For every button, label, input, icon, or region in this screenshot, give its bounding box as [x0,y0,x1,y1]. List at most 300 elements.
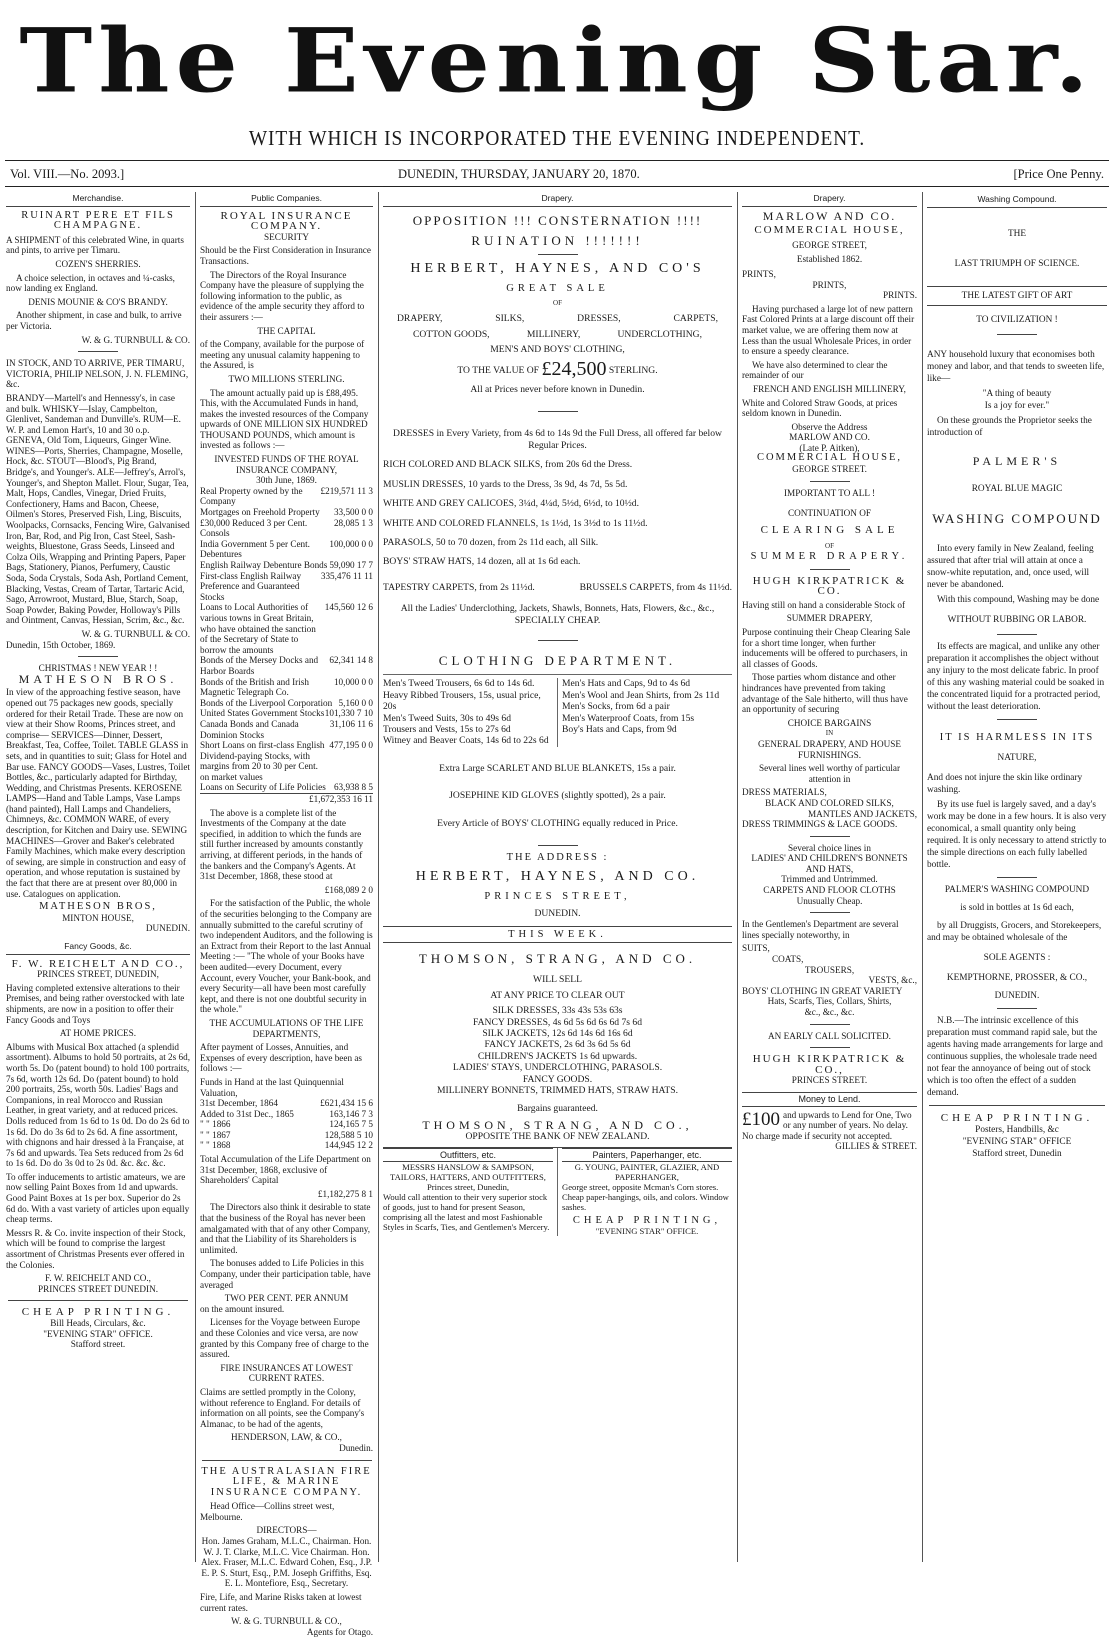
price-line: All the Ladies' Underclothing, Jackets, Shawls, Bonnets, Hats, Flowers, &c., &c., SPECIALLY CHEAP. [400,603,715,626]
ad-subtitle: WILL SELL [533,974,582,986]
sale-line: LADIES' STAYS, UNDERCLOTHING, PARASOLS. [452,1062,663,1074]
firm-name: HUGH KIRKPATRICK & CO. [752,574,907,598]
of-label: OF [553,299,562,308]
table-row [200,708,373,719]
ad-title: ROYAL INSURANCE COMPANY. [220,209,353,233]
list-item: Men's Waterproof Coats, from 15s [562,712,695,724]
ad-subtitle: TAILORS, HATTERS, AND OUTFITTERS, [390,1171,546,1182]
price-line: BRUSSELS CARPETS, from 4s 11½d. [579,581,732,593]
firm-name: THOMSON, STRANG, AND CO. [418,951,697,967]
firm-name: HUGH KIRKPATRICK & CO., [752,1053,907,1076]
ad-subtitle: INVESTED FUNDS OF THE ROYAL INSURANCE COMPANY, [214,454,359,475]
ad-body: Another shipment, in case and bulk, to arrive per Victoria. [6,310,182,331]
section-heading: Painters, Paperhanger, etc. [562,1148,732,1162]
ad-body: BRANDY—Martell's and Hennessy's, in case and bulk. WHISKY—Islay, Campbelton, Glenlivet, Sandeman and Dunville's. RUM—E. W. P. and Lemon Hart's, 10 and 30 o.p. GENEVA, Old Tom, Liqueurs, Ginger Wine. WINES—Ports, Sherries, Champagne, Moselle, Hock, &c. STOUT—Blood's, Pig Brand, Bridge's, and Younger's. ALE—Jeffrey's, Arrol's, Younger's, and Shepton Mallet. Flour, Sugar, Tea, Malt, Hops, Candles, Vinegar, Dried Fruits, Confectionery, Hams and Bacon, Cheese, Oilmen's Stores, Preserved Fish, Ling, Biscuits, Woolpacks, Cornsacks, Fencing Wire, Galvanised Iron, Bar, Rod, and Pig Iron, Cast Steel, Sash-weights, Bluestone, Grass Seeds, Linseed and Colza Oils, Wrapping and Printing Papers, Paper Bags, Stationery, Pianos, Perfumery, Caustic Soda, Soda Crystals, Soda Ash, Portland Cement, Blacking, Vestas, Cream of Tartar, Tartaric Acid, Sago, Arrowroot, Mustard, Blue, Starch, Soap, Soap Powder, Baking Powder, Holloway's Pills and Ointment, Canvas, Hessian, Scrim, &c., &c. [6,392,190,626]
ad-signature: GILLIES & STREET. [835,1141,917,1152]
table-cell: Mortgages on Freehold Property [200,507,320,518]
ad-title: CHEAP PRINTING. [940,1112,1094,1124]
table-cell: India Government 5 per Cent. Debentures [200,538,310,560]
table-cell: Canada Bonds and Canada Dominion Stocks [200,718,299,740]
list-item: Men's Wool and Jean Shirts, from 2s 11d [562,689,720,701]
carpets-line [383,582,732,593]
table-row [200,571,373,603]
ad-address: GEORGE STREET. [792,464,867,475]
outfitters-box [383,1148,558,1236]
valuation-label: Funds in Hand at the last Quinquennial Valuation, [200,1076,344,1098]
ad-city: Dunedin. [339,1442,373,1453]
ad-title: COMMERCIAL HOUSE, [754,224,905,237]
ad-city: DUNEDIN. [145,923,190,934]
ad-title: G. YOUNG, PAINTER, GLAZIER, AND PAPERHANGER, [574,1161,720,1182]
ad-office: "EVENING STAR" OFFICE. [595,1225,699,1236]
table-row [200,719,373,740]
ad-body: By its use fuel is largely saved, and a day's work may be done in a few hours. It is also very economical, a small quantity only being required. It is only necessary to attend strictly to the simple directions on each fully labelled bottle. [927,800,1107,870]
ad-subtitle: SOLE AGENTS : [983,953,1051,963]
ad-title: LAST TRIUMPH OF SCIENCE. [954,259,1080,269]
table-cell: English Railway Debenture Bonds [200,560,328,570]
table-row [200,655,373,676]
sale-line: FANCY DRESSES, 4s 6d 5s 6d 6s 6d 7s 6d [473,1016,642,1028]
ad-city: DUNEDIN. [994,991,1040,1001]
ad-item: SUITS, [742,943,770,954]
ad-title: IMPORTANT TO ALL ! [783,487,875,498]
rule [538,254,578,255]
column-divider [737,192,738,1562]
goods-line [383,325,732,344]
ad-subtitle: AT ANY PRICE TO CLEAR OUT [490,989,625,1001]
ad-title: OPPOSITION !!! CONSTERNATION !!!! [412,213,703,229]
ad-office: "EVENING STAR" OFFICE [962,1137,1072,1147]
ad-body: Should be the First Consideration in Insurance Transactions. [200,245,371,266]
ad-title: CLEARING SALE [760,523,899,536]
price-line: Every Article of BOYS' CLOTHING equally reduced in Price. [437,817,678,829]
ad-body: White and Colored Straw Goods, at prices seldom known in Dunedin. [742,397,898,419]
list-item: Trousers and Vests, 15s to 27s 6d [383,723,511,735]
table-amount: £219,571 11 3 [320,485,373,496]
table-row [200,1130,373,1141]
table-total: £1,672,353 16 11 [200,793,373,805]
rule [810,912,850,913]
product-name: PALMER'S [972,454,1062,468]
ad-title: IN STOCK, AND TO ARRIVE, PER TIMARU, VICTORIA, PHILIP NELSON, J. N. FLEMING, &c. [6,358,189,390]
dateline-rule [5,186,1109,187]
ad-subtitle: PRINTS, [812,279,847,290]
goods-line: MEN'S AND BOYS' CLOTHING, [490,344,625,356]
volume-number: Vol. VIII.—No. 2093.] [10,167,125,181]
ad-body: Purpose continuing their Cheap Clearing Sale for a short time longer, when further inducements will be offered to purchasers, in all classes of Goods. [742,627,911,669]
table-cell: 31st December, 1864 [200,1098,278,1109]
table-cell: Bonds of the Mersey Docks and Harbor Boards [200,655,319,676]
ad-title: CLOTHING DEPARTMENT. [438,652,677,668]
ad-item: MANTLES AND JACKETS, [808,808,917,819]
table-cell: Loans to Local Authorities of various towns in Great Britain, who have obtained the sanction of the Secretary of State to borrow the amounts [200,602,316,655]
price-line: RICH COLORED AND BLACK SILKS, from 20s 6d the Dress. [383,459,633,471]
price-line: WHITE AND GREY CALICOES, 3¼d, 4¼d, 5½d, 6½d, to 10½d. [383,498,639,510]
this-week: THIS WEEK. [383,926,732,943]
ad-subtitle: GENERAL DRAPERY, AND HOUSE FURNISHINGS. [758,738,901,760]
goods-item: MILLINERY, [526,328,581,340]
price-line: Extra Large SCARLET AND BLUE BLANKETS, 15s a pair. [439,762,676,774]
ad-title: THE LATEST GIFT OF ART [927,286,1107,306]
table-cell: Added to 31st Dec., 1865 [200,1108,294,1119]
ad-body: Hats, Scarfs, Ties, Collars, Shirts, [767,996,892,1007]
ad-body: Those parties whom distance and other hindrances have prevented from taking advantage of the Sale hitherto, will thus have an opportunity of securing [742,672,908,715]
table-cell: Loans on Security of Life Policies [200,782,326,793]
ad-title: TO CIVILIZATION ! [976,315,1058,325]
ad-body: Having purchased a large lot of new pattern Fast Colored Prints at a large discount off their market value, we are offering them now at Less than the usual Wholesale Prices, in order to ensure a speedy clearance. [742,303,915,357]
ad-body: Messrs R. & Co. invite inspection of their Stock, which will be found to comprise the largest assortment of Christmas Presents ever offered in the Colonies. [6,1227,186,1270]
goods-item: DRAPERY, [397,313,443,325]
money-amount: £100 [742,1108,780,1130]
table-cell: " " 1866 [200,1119,231,1130]
ad-body: To offer inducements to artistic amateurs, we are now selling Paint Boxes from 1d and upwards. Good Paint Boxes at 1s per box. Superior do 2s 6d do. With a vast variety of articles upon equally cheap terms. [6,1171,190,1225]
ad-subtitle: NATURE, [997,753,1037,763]
ad-item: CARPETS AND FLOOR CLOTHS [763,885,896,896]
ad-body: Fire, Life, and Marine Risks taken at lowest current rates. [200,1592,362,1613]
column-divider [195,192,196,1562]
ad-signature: KEMPTHORNE, PROSSER, & CO., [946,973,1088,983]
dateline [8,167,1108,185]
rule [538,411,578,412]
ad-subtitle: TWO PER CENT. PER ANNUM [224,1293,349,1304]
ad-body: Several lines well worthy of particular attention in [758,763,901,784]
section-heading: Washing Compound. [927,192,1107,208]
ad-signature: HENDERSON, LAW, & CO., [231,1432,342,1443]
ad-subtitle: FRENCH AND ENGLISH MILLINERY, [753,383,906,394]
table-amount: 163,146 7 3 [329,1108,373,1119]
ad-body: The amount actually paid up is £88,495. This, with the Accumulated Funds in hand, makes the invested resources of the Company upwards of ONE MILLION SIX HUNDRED THOUSAND POUNDS, which amount is invested as follows :— [200,387,369,451]
table-row [200,1098,373,1109]
ad-signature: W. & G. TURNBULL & CO. [81,334,190,345]
ad-address: Stafford street, Dunedin [972,1149,1062,1159]
ad-body: George street, opposite Mcman's Corn stores. Cheap paper-hangings, oils, and colors. Window sashes. [562,1181,729,1212]
ad-body: The above is a complete list of the Investments of the Company at the date specified, in addition to which the funds are still further increased by amounts constantly arriving, at different periods, in the hands of the bankers and the Company's Agents. At 31st December, 1868, these stood at [200,807,364,882]
rule [810,1024,850,1025]
ad-title: THE AUSTRALASIAN FIRE LIFE, & MARINE INSURANCE COMPANY. [201,1465,372,1498]
value-label: STERLING. [608,364,658,376]
ad-item: TROUSERS, [804,964,855,975]
ad-body: Bill Heads, Circulars, &c. [50,1318,146,1328]
column-public-companies [200,192,373,1637]
section-heading: Fancy Goods, &c. [6,940,190,955]
bottom-ads [383,1147,732,1236]
ad-address: Stafford street. [70,1339,126,1350]
ad-body: Several choice lines in [788,842,871,853]
ad-date: Dunedin, 15th October, 1869. [6,639,116,650]
value-label: TO THE VALUE OF [457,364,540,376]
ad-body: Head Office—Collins street west, Melbourne. [200,1501,335,1522]
column-divider [922,192,923,1562]
bargains: Bargains guaranteed. [517,1102,598,1114]
painters-box [558,1148,732,1236]
ad-item: BOYS' CLOTHING IN GREAT VARIETY [742,985,903,996]
ad-body: &c., &c., &c. [804,1007,855,1017]
section-heading: Public Companies. [200,192,373,207]
price: [Price One Penny. [1013,167,1104,181]
sale-line: SILK JACKETS, 12s 6d 14s 6d 16s 6d [482,1028,633,1040]
ad-body: Would call attention to their very superior stock of goods, just to hand for present Season, comprising all the latest and most Fashionable Styles in Scarfs, Ties, and Gentlemen's Mercery. [383,1191,550,1232]
ad-item: DRESS TRIMMINGS & LACE GOODS. [742,819,898,830]
ad-address: Agents for Otago. [306,1626,373,1637]
ad-body: by all Druggists, Grocers, and Storekeepers, and may be obtained wholesale of the [927,921,1102,943]
section-heading: Drapery. [383,192,732,207]
ad-address: MINTON HOUSE, [62,912,134,923]
ad-body: Claims are settled promptly in the Colony, without reference to England. For details of information on all points, see the Company's Almanac, to be had of the agents, [200,1386,365,1429]
ad-subtitle: TWO MILLIONS STERLING. [228,373,345,384]
ad-title: CHEAP PRINTING, [572,1214,722,1226]
ad-body: Its effects are magical, and unlike any other preparation it accomplishes the object without any injury to the most delicate fabric. In proof of this any washing material could be soaked in the concentrated liquid for a protracted period, without the least deterioration. [927,642,1105,712]
rule [997,334,1037,335]
rule [78,656,118,657]
funds-table [200,486,373,805]
newspaper-subtitle: WITH WHICH IS INCORPORATED THE EVENING INDEPENDENT. [248,126,866,150]
ad-body: and upwards to Lend for One, Two or any number of years. No delay. No charge made if security not accepted. [742,1109,912,1141]
list-item: Men's Tweed Suits, 30s to 49s 6d [383,712,512,724]
ad-body: The Directors also think it desirable to state that the business of the Royal has never been amalgamated with that of any other Company, and that the Liability of its Shareholders is unlimited. [200,1202,371,1255]
ad-office: "EVENING STAR" OFFICE. [43,1328,153,1339]
price-line: TAPESTRY CARPETS, from 2s 11½d. [383,581,535,593]
value-amount: £24,500 [541,357,607,380]
rule [78,351,118,352]
ad-body: (Late P. Aitken), [799,442,860,453]
ad-title: COMMERCIAL HOUSE, [756,452,903,464]
ad-title: MESSRS HANSLOW & SAMPSON, [402,1161,534,1172]
price-line: MUSLIN DRESSES, 10 yards to the Dress, 3s 9d, 4s 7d, 5s 5d. [383,478,628,490]
ad-body: of the Company, available for the purpose of meeting any unusual calamity happening to the Assured, is [200,339,365,371]
table-cell: Real Property owned by the Company [200,485,303,507]
in-label: IN [825,729,834,738]
masthead [0,0,1114,170]
table-row [200,698,373,709]
ad-item: LADIES' AND CHILDREN'S BONNETS AND HATS, [751,853,908,874]
ad-subtitle: WITHOUT RUBBING OR LABOR. [947,615,1087,625]
column-drapery [383,192,732,1562]
ad-body: With this compound, Washing may be done [937,595,1100,605]
table-amount: 477,195 0 0 [329,740,373,751]
price-line: WHITE AND COLORED FLANNELS, 1s 1½d, 1s 3½d to 1s 11½d. [383,517,648,529]
table-row [200,486,373,507]
ad-address: Princes street, Dunedin, [426,1181,510,1192]
ad-signature: W. & G. TURNBULL & CO. [81,628,190,639]
rule [810,1047,850,1048]
ad-body: ANY household luxury that economises both money and labor, and that tends to sweeten life, like— [927,350,1105,384]
table-amount: 335,476 11 11 [320,570,373,581]
list-item: Heavy Ribbed Trousers, 15s, usual price, 20s [383,689,541,713]
address-street: PRINCES STREET, [484,890,631,902]
column-divider [378,192,379,1562]
ad-subtitle: SUMMER DRAPERY, [786,613,873,624]
sale-line: FANCY GOODS. [522,1073,593,1085]
table-row [200,539,373,560]
ad-signature: F. W. REICHELT AND CO., [45,1273,151,1284]
goods-item: CARPETS, [673,313,718,325]
list-item: Men's Hats and Caps, 9d to 4s 6d [562,678,691,690]
ad-body: A SHIPMENT of this celebrated Wine, in quarts and pints, to arrive per Timaru. [6,234,184,256]
rule [8,1300,188,1301]
list-item: Men's Tweed Trousers, 6s 6d to 14s 6d. [383,678,535,690]
list-item: Boy's Hats and Caps, from 9d [562,723,677,735]
ad-body: Having completed extensive alterations to their Premises, and being rather overstocked with late shipments, are now in a position to offer their Fancy Goods and Toys [6,982,185,1025]
ad-body: Albums with Musical Box attached (a splendid assortment). Albums to hold 50 portraits, at 2s 6d, worth 5s. Do (patent bound) to hold 100 portraits, 7s 6d, worth 12s 6d. Do (patent bound) to hold 200 portraits, 25s, worth 50s. Ladies' Bags and Companions, in real Morocco and Russian Leather, in great variety, and at reduced prices. Dolls reduced from 1s 6d to 1s 0d. Do do 2s 6d to 1s 6d. Do do 3s 6d to 2s 6d. A fine assortment, with chignons and hair dressed à la Française, at 7s 6d and upwards. Tea Sets reduced from 2s 6d to 1s 6d. Do do 3s 0d to 2s 0d. &c. &c. &c. [6,1041,190,1169]
ad-subtitle: CONTINUATION OF [788,508,871,519]
ad-item: VESTS, &c., [868,975,917,986]
table-row [200,1140,373,1151]
ad-item: COATS, [772,954,804,965]
ad-signature: W. & G. TURNBULL & CO., [231,1616,342,1627]
table-cell: £30,000 Reduced 3 per Cent. Consols [200,517,308,539]
ad-body: For the satisfaction of the Public, the whole of the securities belonging to the Company are annually submitted to the careful scrutiny of two independent Auditors, and the following is an Extract from their Report to the last Annual Meeting :— "The whole of your Books have been audited—every Document, every Account, every Voucher, your Bank-book, and every Security—all have been most carefully kept, and there is not one doubtful security in the whole." [200,898,373,1015]
ad-body: N.B.—The intrinsic excellence of this preparation must command rapid sale, but the agents having made arrangements for large and continuous supplies, the wholesale trade need not fear the annoyance of being out of stock which is too often the effect of a sudden demand. [927,1016,1103,1098]
ad-title: COZEN'S SHERRIES. [55,258,141,269]
table-cell: Short Loans on first-class English Dividend-paying Stocks, with margins from 20 to 30 per Cent. on market values [200,740,325,782]
ad-body: All at Prices never before known in Dunedin. [470,384,645,396]
ad-title: MATHESON BROS. [18,671,178,686]
ad-address: PRINCES STREET, DUNEDIN, [37,969,159,980]
rule [538,640,578,641]
sale-line: CHILDREN'S JACKETS 1s 6d upwards. [477,1050,638,1062]
section-heading: Drapery. [742,192,917,207]
table-amount: 101,330 7 10 [324,708,373,719]
ad-body: Into every family in New Zealand, feeling assured that after trial will attain at once a snow-white reputation, and, once used, will never be abandoned. [927,544,1094,590]
ad-body: The Directors of the Royal Insurance Company have the pleasure of supplying the following information to the public, as evidence of the ample security they afford to their assurers :— [200,269,365,322]
ad-body: A choice selection, in octaves and ¼-casks, now landing ex England. [6,272,175,294]
ad-signature: MATHESON BROS, [39,901,157,913]
table-row [200,518,373,539]
price-line: JOSEPHINE KID GLOVES (slightly spotted), 2s a pair. [449,790,666,802]
table-cell: Bonds of the British and Irish Magnetic Telegraph Co. [200,676,309,698]
section-heading: Outfitters, etc. [383,1148,553,1162]
newspaper-title: The Evening Star. [19,9,1095,114]
rule [538,845,578,846]
ad-body: In view of the approaching festive season, have opened out 75 packages new goods, specially ordered for their Retail Trade. These are now on view at their Show Rooms, Princes street, and comprise— SERVICES—Dinner, Dessert, Breakfast, Tea, Coffee, Toilet. TABLE GLASS in sets, and in quantities to suit; Glass for Hotel and Bar use. FANCY GOODS—Vases, Lustres, Toilet Bottles, &c., particularly adapted for Birthday, Wedding, and Christmas Presents. KEROSENE LAMPS—Hand and Table Lamps, Vase Lamps (hand painted), Hall Lamps and Chandeliers, Chimneys, &c. COMMON WARE, of every description, for Kitchen and Dairy use. SEWING MACHINES—Grover and Baker's celebrated Family Machines, which make every description of sewing, are simple in construction and easy of operation, and whose reputation is sustained by the fact that there are at present over 80,000 in use. Catalogues on application. [6,687,190,899]
ad-body: After payment of Losses, Annuities, and Expenses of every description, have been as follows :— [200,1042,362,1074]
ad-subtitle: FIRE INSURANCES AT LOWEST CURRENT RATES. [220,1362,353,1384]
issue-date: DUNEDIN, THURSDAY, JANUARY 20, 1870. [398,167,640,181]
firm-name: THOMSON, STRANG, AND CO., [422,1117,693,1132]
ad-address: GEORGE STREET, [792,239,867,250]
ad-body: on the amount insured. [200,1303,285,1314]
goods-item: UNDERCLOTHING, [617,328,702,340]
address-city: DUNEDIN. [534,908,581,920]
ad-title: CHEAP PRINTING. [21,1306,175,1319]
firm-name: MARLOW AND CO. [789,432,870,443]
ad-title: DENIS MOUNIE & CO'S BRANDY. [28,296,168,307]
ad-subtitle: PRINTS, [742,268,776,279]
ad-date: 30th June, 1869. [256,475,317,486]
ad-body: The bonuses added to Life Policies in this Company, under their participation table, have averaged [200,1258,371,1290]
rule [810,569,850,570]
table-amount: £621,434 15 6 [320,1098,373,1109]
ad-body: Licenses for the Voyage between Europe and these Colonies and vice versa, are now granted by this Company free of charge to the assured. [200,1317,369,1360]
ad-body: Having still on hand a considerable Stock of [742,599,906,610]
ad-subtitle: AT HOME PRICES. [59,1028,137,1039]
ad-item: DRESS MATERIALS, [742,787,827,798]
ad-address: PRINCES STREET. [791,1075,868,1086]
table-row [200,560,373,571]
ad-date: Established 1862. [796,254,863,265]
table-cell: Bonds of the Liverpool Corporation [200,697,333,708]
table-amount: 63,938 8 5 [333,782,373,793]
ad-body: Unusually Cheap. [796,895,863,906]
table-amount: 124,165 7 5 [329,1119,373,1130]
clothing-col [383,678,558,746]
rule [929,1105,1105,1106]
table-amount: 33,500 0 0 [333,507,373,518]
price-line: DRESSES in Every Variety, from 4s 6d to 14s 9d the Full Dress, all offered far below Regular Prices. [393,428,722,451]
ad-body: On these grounds the Proprietor seeks the introduction of [927,416,1092,438]
table-amount: 62,341 14 8 [329,655,373,666]
ad-body: In the Gentlemen's Department are several lines specially noteworthy, in [742,919,899,940]
firm-name: HERBERT, HAYNES, AND CO'S [410,261,705,277]
table-amount: 128,588 5 10 [324,1129,373,1140]
table-row [200,1119,373,1130]
price-line: PARASOLS, 50 to 70 dozen, from 2s 11d each, all Silk. [383,536,599,548]
clothing-col [558,678,732,746]
clothing-table [383,674,732,746]
ad-subtitle: THE ACCUMULATIONS OF THE LIFE DEPARTMENTS, [209,1017,364,1039]
great-sale: GREAT SALE [506,282,609,294]
ad-title: SUMMER DRAPERY. [750,551,909,563]
sale-line: SILK DRESSES, 33s 43s 53s 63s [492,1005,623,1017]
rule [997,634,1037,635]
ad-subtitle: THE CAPITAL [257,325,316,336]
ad-title: F. W. REICHELT AND CO., [11,957,185,970]
ad-body: Trimmed and Untrimmed. [781,874,878,885]
table-row [200,1109,373,1120]
column-washing-compound [927,192,1107,1562]
ad-body: Hon. James Graham, M.L.C., Chairman. Hon. W. J. T. Clarke, M.L.C. Vice Chairman. Hon. Alex. Fraser, M.L.C. Edward Cohen, Esq., J.P. E. P. S. Sturt, Esq., P.M. Joseph Griffiths, Esq. E. L. Montefiore, Esq., Secretary. [200,1536,373,1589]
table-amount: 31,106 11 6 [329,718,373,729]
product-name: ROYAL BLUE MAGIC [971,484,1063,494]
product-name: WASHING COMPOUND [932,511,1102,526]
ad-amount: £168,089 2 0 [324,884,373,895]
table-row [200,602,373,655]
ad-body: We have also determined to clear the remainder of our [742,359,888,381]
ad-subtitle: PALMER'S WASHING COMPOUND [944,885,1090,895]
ad-title: RUINATION !!!!!!! [471,232,644,248]
ad-amount: £1,182,275 8 1 [317,1188,373,1199]
table-amount: 28,085 1 3 [333,517,373,528]
ad-address: OPPOSITE THE BANK OF NEW ZEALAND. [465,1131,650,1143]
sale-line: FANCY JACKETS, 2s 6d 3s 6d 5s 6d [484,1039,631,1051]
table-row [200,740,373,782]
ad-subtitle: IT IS HARMLESS IN ITS [939,732,1095,743]
address-label: THE ADDRESS : [506,852,609,863]
firm-name: HERBERT, HAYNES, AND CO. [415,869,700,885]
ad-subtitle: AN EARLY CALL SOLICITED. [768,1030,891,1041]
rule [997,1008,1037,1009]
table-cell: United States Government Stocks [200,708,325,719]
ad-body: And does not injure the skin like ordinary washing. [927,773,1083,795]
ad-quote: "A thing of beauty [982,389,1052,399]
sale-line: MILLINERY BONNETS, TRIMMED HATS, STRAW HATS. [436,1085,679,1097]
ad-subtitle: SECURITY [264,231,309,242]
ad-address: PRINCES STREET DUNEDIN. [37,1283,159,1294]
rule [810,836,850,837]
table-cell: " " 1868 [200,1140,231,1151]
table-row [200,677,373,698]
rule [810,481,850,482]
section-heading: Merchandise. [6,192,190,207]
ad-body: Total Accumulation of the Life Department on 31st December, 1868, exclusive of Shareholders' Capital [200,1154,371,1186]
ad-item: BLACK AND COLORED SILKS, [765,797,894,808]
ad-body: is sold in bottles at 1s 6d each, [960,903,1074,913]
of-label: OF [825,542,834,551]
ad-title: CHRISTMAS ! NEW YEAR ! ! [38,663,158,674]
table-cell: First-class English Railway Preference and Guaranteed Stocks [200,570,302,602]
sale-value [383,357,732,380]
table-row [200,782,373,793]
